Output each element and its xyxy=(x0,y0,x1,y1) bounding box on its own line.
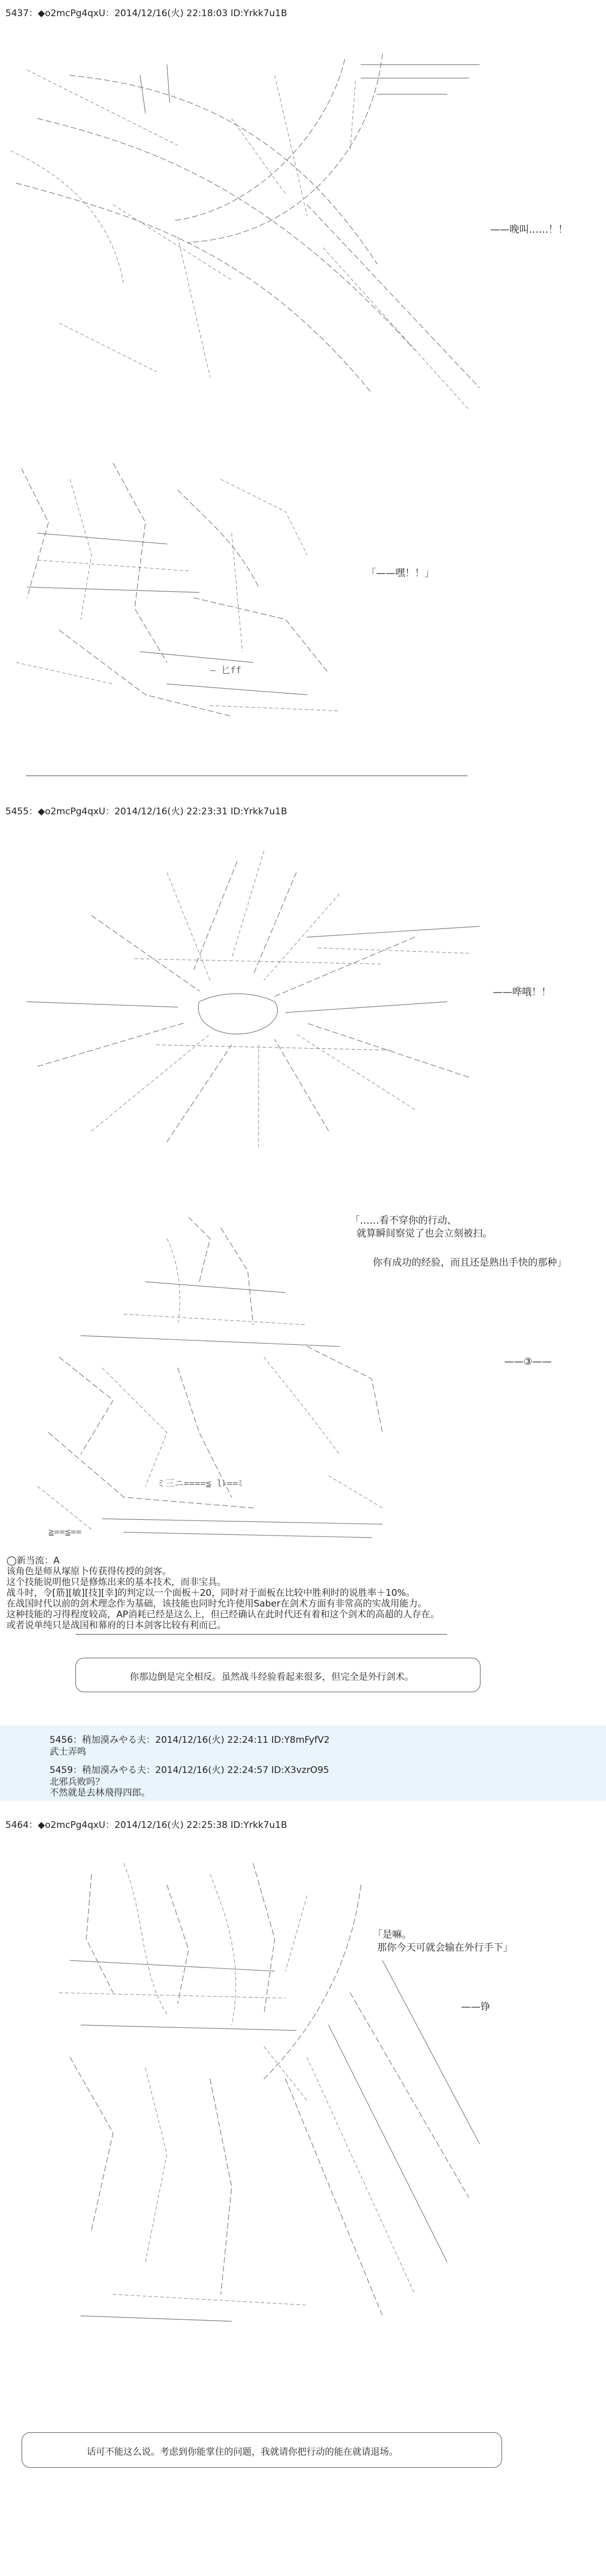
svg-text:≧==≦==: ≧==≦== xyxy=(48,1527,82,1538)
dialog-line: 那你今天可就会输在外行手下」 xyxy=(377,1942,513,1953)
post-header-text: 5455：◆o2mcPg4qxU：2014/12/16(火) 22:23:31 ID:Yrkk7u1B xyxy=(5,806,287,817)
narration-box-text: 话可不能这么说。考虑到你能掌住的问题，我就请你把行动的能在就请退场。 xyxy=(87,2447,398,2458)
reply-block xyxy=(0,1726,606,1801)
ascii-art-swordsman xyxy=(5,1206,393,1551)
post-header-text: 5437：◆o2mcPg4qxU：2014/12/16(火) 22:18:03 ID:Yrkk7u1B xyxy=(5,8,287,19)
dialog-line: ——铮 xyxy=(461,2001,490,2013)
reply-body: 不然就是去林飛得四郎。 xyxy=(50,1788,150,1798)
narration-line: 在战国时代以前的剑术理念作为基础，该技能也同时允许使用Saber在剑术方面有非常高的实战用能力。 xyxy=(6,1598,427,1609)
narration-box xyxy=(75,1658,480,1692)
post-header xyxy=(5,1817,287,1831)
post-header xyxy=(5,5,287,19)
narration-box xyxy=(22,2432,502,2468)
ascii-art-character-lunge xyxy=(5,458,350,759)
narration-line: 这种技能的习得程度较高，AP消耗已经是这么上，但已经确认在此时代还有着和这个剑术的高超的人存在。 xyxy=(6,1609,440,1620)
narration-line: 或者说单纯只是战国和幕府的日本剑客比较有利而已。 xyxy=(6,1620,226,1631)
narration-block xyxy=(6,1555,594,1631)
speech-line: ——哗哦！！ xyxy=(493,987,551,998)
ascii-art-final-strike xyxy=(5,1853,490,2337)
dialog-line: 就算瞬间察觉了也会立刻被扫。 xyxy=(357,1228,492,1239)
narration-line: ◯新当流：A xyxy=(6,1555,60,1566)
ascii-art-burst-scene xyxy=(5,840,490,1153)
speech-line: 「——嘿！！」 xyxy=(366,568,434,579)
divider xyxy=(75,1634,447,1635)
dialog-line: ——③—— xyxy=(504,1356,552,1367)
reply-body: 北邪兵败吗？ xyxy=(50,1777,105,1788)
ascii-art-slash-scene xyxy=(5,43,490,420)
narration-box-text: 你那边倒是完全相反。虽然战斗经验看起来很多，但完全是外行剑术。 xyxy=(130,1672,414,1683)
dialog-line: 「是嘛。 xyxy=(373,1929,412,1940)
narration-line: 这个技能说明他只是修炼出来的基本技术，而非宝具。 xyxy=(6,1577,226,1588)
narration-line: 该角色是师从塚原卜传获得传授的剑客。 xyxy=(6,1566,171,1577)
svg-text:— 匕ff: — 匕ff xyxy=(210,665,241,676)
reply-header: 5459：稍加漠みやる夫：2014/12/16(火) 22:24:57 ID:X3vzrO95 xyxy=(50,1765,329,1776)
post-header-text: 5464：◆o2mcPg4qxU：2014/12/16(火) 22:25:38 ID:Yrkk7u1B xyxy=(5,1820,287,1831)
reply-body: 武士弄鸣 xyxy=(50,1747,86,1757)
dialog-line: 「……看不穿你的行动、 xyxy=(350,1215,457,1226)
speech-line: ——晚叫……！！ xyxy=(490,224,568,235)
narration-line: 战斗时，令[筋][敏][技][幸]的判定以一个面板＋20，同时对于面板在比较中胜利时的说胜率＋10%。 xyxy=(6,1588,415,1598)
dialog-line: 你有成功的经验，而且还是熟出手快的那种」 xyxy=(373,1257,567,1268)
reply-header: 5456：稍加漠みやる夫：2014/12/16(火) 22:24:11 ID:Y8mFyfV2 xyxy=(50,1735,330,1746)
svg-text:ミ三ニ====≦ lﾚ==ﾐ: ミ三ニ====≦ lﾚ==ﾐ xyxy=(156,1478,243,1489)
post-header xyxy=(5,804,287,817)
